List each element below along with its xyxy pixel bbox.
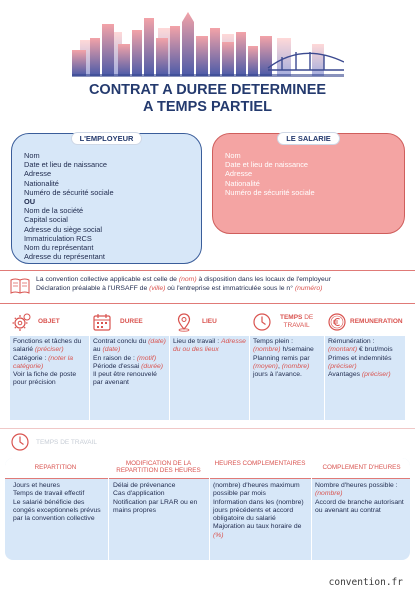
salarie-field: Date et lieu de naissance <box>225 160 308 170</box>
text-line <box>328 338 402 355</box>
salarie-field: Nom <box>225 151 241 160</box>
header-complement-heures: COMPLEMENT D'HEURES <box>322 464 401 471</box>
employeur-field: Nationalité <box>24 178 59 188</box>
page-title <box>0 82 415 116</box>
body-text: Planning remis par <box>253 354 310 362</box>
placeholder-text: (date) <box>102 346 121 354</box>
placeholder-text: (date) <box>148 338 166 345</box>
temps-body <box>250 336 324 420</box>
gears-icon <box>12 312 32 332</box>
placeholder-text: (noter la catégorie) <box>13 354 74 370</box>
text-line <box>13 371 86 388</box>
table-header-underline <box>5 478 410 479</box>
page-title-line-1: CONTRAT A DUREE DETERMINEE <box>88 82 327 98</box>
duree-label: DUREE <box>120 318 143 325</box>
text-line <box>253 338 321 355</box>
text-line <box>93 355 166 363</box>
placeholder-text: (motif) <box>136 354 157 362</box>
temps-column <box>250 308 324 420</box>
temps-label <box>280 314 313 330</box>
body-text: En raison de : <box>93 354 137 362</box>
body-text: Période d'essai <box>93 362 142 370</box>
table-header-row <box>5 458 410 478</box>
salarie-title: LE SALARIE <box>277 132 340 145</box>
column-divider <box>324 336 325 420</box>
convention-placeholder-numero: (numéro) <box>294 285 323 292</box>
body-text: € brut/mois <box>357 346 393 354</box>
text-line <box>213 482 309 499</box>
text-line <box>315 499 405 516</box>
body-text: Il peut être renouvelé par avenant <box>93 371 157 387</box>
text-line <box>93 363 166 371</box>
body-text: Le salarié bénéficie des congés exceptionnels prévus par la convention collective <box>13 498 101 523</box>
convention-placeholder-nom: (nom) <box>178 276 197 283</box>
body-text: h/semaine <box>280 346 314 354</box>
salarie-field: Adresse <box>225 169 253 179</box>
body-text: Rémunération : <box>328 338 375 345</box>
column-divider <box>169 336 170 420</box>
placeholder-text: (préciser) <box>328 362 357 370</box>
body-text: Avantages <box>328 371 362 379</box>
employeur-field: Numéro de sécurité sociale <box>24 187 114 197</box>
placeholder-text: (montant) <box>328 346 358 354</box>
salarie-fields-list <box>225 151 398 197</box>
text-line <box>315 482 405 499</box>
text-line <box>213 499 309 524</box>
contract-terms-grid <box>10 308 405 420</box>
temps-travail-title: TEMPS DE TRAVAIL <box>36 439 98 446</box>
book-icon <box>10 277 30 295</box>
convention-text: La convention collective applicable est celle de <box>36 276 179 283</box>
separator-line <box>0 303 415 304</box>
map-pin-icon <box>174 312 194 332</box>
employeur-fields-list <box>24 151 195 261</box>
page-title-line-2: A TEMPS PARTIEL <box>143 99 272 115</box>
body-text: Délai de prévenance <box>113 482 176 489</box>
text-line <box>93 338 166 355</box>
duree-body <box>90 336 169 420</box>
table-cell-complement-heures <box>315 482 405 515</box>
text-line <box>213 523 309 540</box>
text-line <box>328 355 402 372</box>
text-line <box>253 355 321 380</box>
body-text: Jours et heures <box>13 482 60 489</box>
convention-section <box>10 275 405 301</box>
placeholder-text: (préciser) <box>34 346 64 354</box>
convention-text: où l'entreprise est immatriculée sous le n° <box>165 285 295 292</box>
placeholder-text: Adresse du ou des lieux <box>173 338 246 354</box>
salarie-field: Numéro de sécurité sociale <box>225 187 315 197</box>
body-text: Voir la fiche de poste pour précision <box>13 371 77 387</box>
header-repartition: REPARTITION <box>34 464 77 471</box>
header-heures-complementaires: HEURES COMPLEMENTAIRES <box>214 460 306 467</box>
body-text: Majoration au taux horaire de <box>213 523 302 531</box>
convention-line-2 <box>36 284 322 293</box>
employeur-field: Nom de la société <box>24 206 84 216</box>
body-text: jours à l'avance. <box>253 371 302 379</box>
lieu-label: LIEU <box>202 318 217 325</box>
body-text: Accord de branche autorisant ou avenant au contrat <box>315 498 404 514</box>
employeur-field: Nom <box>24 151 40 160</box>
employeur-field: Immatriculation RCS <box>24 233 92 243</box>
text-line <box>13 482 107 490</box>
temps-label-b: DE <box>302 314 314 321</box>
euro-coin-icon <box>327 312 347 332</box>
footer-brand: convention.fr <box>328 577 403 588</box>
text-line <box>113 499 207 516</box>
convention-text: à disposition dans les locaux de l'employeur <box>196 276 331 283</box>
temps-label-c: TRAVAIL <box>283 322 310 329</box>
body-text: au <box>93 346 103 354</box>
salarie-box <box>212 133 405 234</box>
placeholder-text: (moyen) <box>253 362 278 370</box>
column-divider <box>89 336 90 420</box>
objet-column <box>10 308 89 420</box>
text-line <box>113 482 207 490</box>
text-line <box>93 371 166 388</box>
calendar-icon <box>92 312 112 332</box>
employeur-box <box>11 133 202 264</box>
employeur-or-separator: OU <box>24 197 36 207</box>
employeur-field: Adresse <box>24 169 52 179</box>
placeholder-text: (durée) <box>141 362 164 370</box>
remuneration-label: REMUNERATION <box>350 318 403 325</box>
remuneration-body <box>325 336 405 420</box>
column-divider <box>311 458 312 560</box>
body-text: Primes et indemnités <box>328 354 392 362</box>
body-text: Fonctions et tâches du salarié <box>13 338 82 354</box>
body-text: Contrat conclu du <box>93 338 149 345</box>
employeur-field: Capital social <box>24 215 68 225</box>
city-skyline-illustration <box>72 8 344 78</box>
employeur-field: Adresse du siège social <box>24 224 103 234</box>
body-text: Nombre d'heures possible : <box>315 482 398 489</box>
body-text: Notification par LRAR ou en mains propres <box>113 498 198 514</box>
clock-icon <box>10 432 30 452</box>
body-text: Cas d'application <box>113 490 165 498</box>
convention-placeholder-ville: (ville) <box>149 285 166 292</box>
text-line <box>13 499 107 524</box>
text-line <box>328 371 402 379</box>
text-line <box>173 338 246 355</box>
header-modification: MODIFICATION DE LA REPARTITION DES HEURES <box>116 460 201 475</box>
body-text: Information dans les (nombre) jours précédents et accord obligatoire du salarié <box>213 498 304 523</box>
text-line <box>13 355 86 372</box>
column-divider <box>209 458 210 560</box>
duree-column <box>90 308 169 420</box>
body-text: (nombre) d'heures maximum possible par mois <box>213 482 300 498</box>
employeur-title: L'EMPLOYEUR <box>71 132 143 145</box>
temps-label-a: TEMPS <box>280 314 303 321</box>
body-text: Lieu de travail : <box>173 338 221 345</box>
table-cell-heures-complementaires <box>213 482 309 540</box>
placeholder-text: (nombre) <box>315 490 343 498</box>
table-cell-modification <box>113 482 207 515</box>
column-divider <box>249 336 250 420</box>
body-text: Temps de travail effectif <box>13 490 85 498</box>
employeur-field: Adresse du représentant <box>24 252 105 262</box>
table-cell-repartition <box>13 482 107 523</box>
convention-line-1 <box>36 275 331 284</box>
placeholder-text: (nombre) <box>281 362 310 370</box>
lieu-body <box>170 336 249 420</box>
objet-body <box>10 336 89 420</box>
temps-travail-header <box>10 432 210 454</box>
placeholder-text: (préciser) <box>361 371 391 379</box>
temps-travail-table <box>5 458 410 560</box>
separator-line <box>0 428 415 429</box>
convention-text: Déclaration préalable à l'URSAFF de <box>36 285 150 292</box>
employeur-field: Date et lieu de naissance <box>24 160 107 170</box>
lieu-column <box>170 308 249 420</box>
text-line <box>13 490 107 498</box>
objet-label: OBJET <box>38 318 60 325</box>
placeholder-text: (%) <box>213 531 224 539</box>
clock-icon <box>252 312 272 332</box>
column-divider <box>108 458 109 560</box>
salarie-field: Nationalité <box>225 178 260 188</box>
body-text: Temps plein : <box>253 338 294 345</box>
employeur-field: Nom du représentant <box>24 243 94 253</box>
text-line <box>113 490 207 498</box>
separator-line <box>0 270 415 271</box>
body-text: Catégorie : <box>13 354 49 362</box>
text-line <box>13 338 86 355</box>
placeholder-text: (nombre) <box>253 346 281 354</box>
body-text: , <box>277 362 282 370</box>
remuneration-column <box>325 308 405 420</box>
